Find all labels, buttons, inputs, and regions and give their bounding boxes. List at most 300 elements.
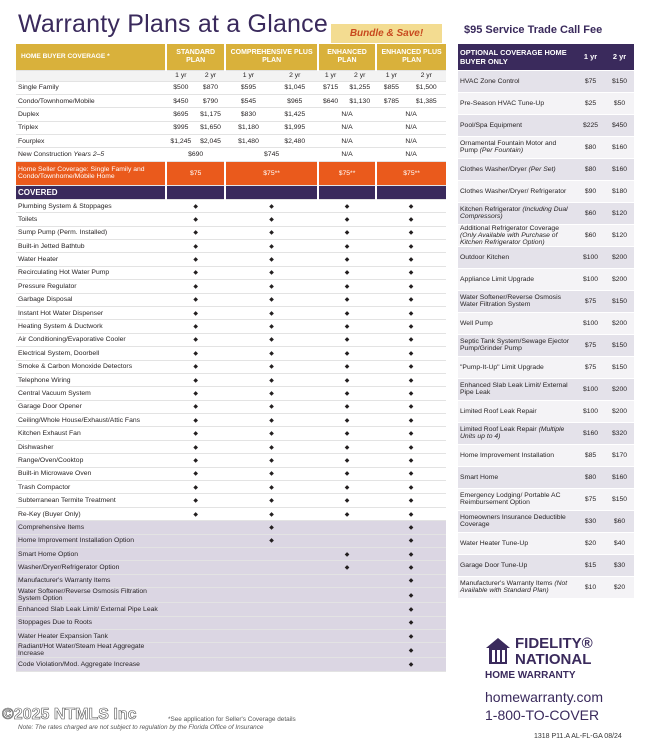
price-1yr: $75 xyxy=(576,70,605,92)
covered-diamond-icon: ◆ xyxy=(225,427,318,440)
optional-item: HVAC Zone Control xyxy=(458,70,576,92)
covered-item: Enhanced Slab Leak Limit/ External Pipe Leak xyxy=(16,603,166,616)
covered-diamond-icon: ◆ xyxy=(376,440,446,453)
covered-item: Instant Hot Water Dispenser xyxy=(16,306,166,319)
covered-diamond-icon: ◆ xyxy=(376,467,446,480)
not-covered-cell xyxy=(166,658,225,671)
covered-item: Stoppages Due to Roots xyxy=(16,616,166,629)
not-covered-cell xyxy=(225,574,318,587)
covered-diamond-icon: ◆ xyxy=(225,253,318,266)
price-cell: $1,995 xyxy=(272,121,318,134)
optional-item: Limited Roof Leak Repair xyxy=(458,400,576,422)
price-1yr: $160 xyxy=(576,422,605,444)
price-cell: $785 xyxy=(376,94,406,107)
footnote-seller: *See application for Seller's Coverage details xyxy=(168,716,296,723)
dwelling-type: Fourplex xyxy=(16,135,166,148)
covered-item: Garage Door Opener xyxy=(16,400,166,413)
covered-diamond-icon: ◆ xyxy=(376,226,446,239)
not-covered-cell xyxy=(225,643,318,658)
price-cell: $965 xyxy=(272,94,318,107)
not-covered-cell xyxy=(318,534,376,547)
covered-diamond-icon: ◆ xyxy=(318,400,376,413)
seller-price: $75** xyxy=(225,161,318,185)
dwelling-type: Condo/Townhome/Mobile xyxy=(16,94,166,107)
covered-diamond-icon: ◆ xyxy=(166,507,225,520)
optional-item: Garage Door Tune-Up xyxy=(458,554,576,576)
optional-item: Pool/Spa Equipment xyxy=(458,114,576,136)
buyer-coverage-header: HOME BUYER COVERAGE * xyxy=(16,44,166,70)
covered-diamond-icon: ◆ xyxy=(318,293,376,306)
covered-diamond-icon: ◆ xyxy=(225,494,318,507)
covered-diamond-icon: ◆ xyxy=(376,400,446,413)
price-cell: $640 xyxy=(318,94,343,107)
covered-diamond-icon: ◆ xyxy=(225,347,318,360)
price-cell: $1,180 xyxy=(225,121,271,134)
covered-item: Smoke & Carbon Monoxide Detectors xyxy=(16,360,166,373)
not-covered-cell xyxy=(318,521,376,534)
not-covered-cell xyxy=(166,616,225,629)
covered-diamond-icon: ◆ xyxy=(376,507,446,520)
optional-item: Manufacturer's Warranty Items (Not Available with Standard Plan) xyxy=(458,576,576,598)
covered-diamond-icon: ◆ xyxy=(225,306,318,319)
price-cell: $1,650 xyxy=(196,121,226,134)
optional-item: Additional Refrigerator Coverage (Only Available with Purchase of Kitchen Refrigerator Option) xyxy=(458,224,576,246)
covered-diamond-icon: ◆ xyxy=(318,414,376,427)
price-cell: N/A xyxy=(318,108,376,121)
phone-number: 1-800-TO-COVER xyxy=(485,707,600,723)
covered-diamond-icon: ◆ xyxy=(225,360,318,373)
seller-price: $75** xyxy=(376,161,446,185)
covered-diamond-icon: ◆ xyxy=(225,507,318,520)
covered-diamond-icon: ◆ xyxy=(166,494,225,507)
covered-item: Central Vacuum System xyxy=(16,387,166,400)
price-cell: $1,175 xyxy=(196,108,226,121)
term-1yr: 1 yr xyxy=(318,70,343,81)
covered-diamond-icon: ◆ xyxy=(318,387,376,400)
price-2yr: $320 xyxy=(605,422,634,444)
price-cell: $1,425 xyxy=(272,108,318,121)
logo-line-1: FIDELITY® xyxy=(515,635,593,652)
price-2yr: $20 xyxy=(605,576,634,598)
covered-diamond-icon: ◆ xyxy=(376,360,446,373)
optional-coverage-header: OPTIONAL COVERAGE HOME BUYER ONLY xyxy=(458,44,576,70)
not-covered-cell xyxy=(318,603,376,616)
covered-diamond-icon: ◆ xyxy=(376,603,446,616)
covered-diamond-icon: ◆ xyxy=(225,333,318,346)
covered-diamond-icon: ◆ xyxy=(166,333,225,346)
covered-diamond-icon: ◆ xyxy=(318,427,376,440)
covered-diamond-icon: ◆ xyxy=(225,373,318,386)
term-1yr: 1 yr xyxy=(166,70,196,81)
price-cell: $690 xyxy=(166,148,225,161)
covered-item: Washer/Dryer/Refrigerator Option xyxy=(16,561,166,574)
covered-diamond-icon: ◆ xyxy=(225,293,318,306)
price-cell: $545 xyxy=(225,94,271,107)
price-2yr: $30 xyxy=(605,554,634,576)
not-covered-cell xyxy=(318,616,376,629)
optional-item: Home Improvement Installation xyxy=(458,444,576,466)
covered-diamond-icon: ◆ xyxy=(225,400,318,413)
covered-diamond-icon: ◆ xyxy=(166,347,225,360)
price-cell: $2,480 xyxy=(272,135,318,148)
covered-diamond-icon: ◆ xyxy=(166,306,225,319)
price-1yr: $85 xyxy=(576,444,605,466)
price-1yr: $75 xyxy=(576,290,605,312)
price-cell: $1,255 xyxy=(343,81,376,94)
covered-diamond-icon: ◆ xyxy=(376,253,446,266)
covered-diamond-icon: ◆ xyxy=(166,387,225,400)
optional-coverage-table xyxy=(458,44,634,599)
price-1yr: $10 xyxy=(576,576,605,598)
covered-diamond-icon: ◆ xyxy=(225,534,318,547)
optional-item: Kitchen Refrigerator (Including Dual Compressors) xyxy=(458,202,576,224)
price-1yr: $75 xyxy=(576,356,605,378)
term-2yr: 2 yr xyxy=(196,70,226,81)
covered-diamond-icon: ◆ xyxy=(376,454,446,467)
not-covered-cell xyxy=(318,588,376,603)
price-1yr: $75 xyxy=(576,334,605,356)
price-cell: $1,385 xyxy=(407,94,446,107)
price-2yr: $160 xyxy=(605,136,634,158)
term-2yr: 2 yr xyxy=(272,70,318,81)
optional-item: Emergency Lodging/ Portable AC Reimbursement Option xyxy=(458,488,576,510)
price-cell: N/A xyxy=(318,148,376,161)
house-icon xyxy=(485,636,511,666)
not-covered-cell xyxy=(166,548,225,561)
covered-diamond-icon: ◆ xyxy=(166,266,225,279)
covered-diamond-icon: ◆ xyxy=(318,213,376,226)
plan-standard: STANDARD PLAN xyxy=(166,44,225,70)
covered-diamond-icon: ◆ xyxy=(318,199,376,212)
optional-item: Pre-Season HVAC Tune-Up xyxy=(458,92,576,114)
price-2yr: $150 xyxy=(605,290,634,312)
term-1yr: 1 yr xyxy=(225,70,271,81)
form-code: 1318 P11.A AL-FL-GA 08/24 xyxy=(534,733,622,740)
covered-diamond-icon: ◆ xyxy=(166,280,225,293)
covered-diamond-icon: ◆ xyxy=(166,293,225,306)
price-cell: $715 xyxy=(318,81,343,94)
covered-diamond-icon: ◆ xyxy=(225,454,318,467)
price-cell: N/A xyxy=(376,108,446,121)
price-1yr: $100 xyxy=(576,246,605,268)
covered-item: Code Violation/Mod. Aggregate Increase xyxy=(16,658,166,671)
price-cell: $745 xyxy=(225,148,318,161)
seller-price: $75 xyxy=(166,161,225,185)
covered-diamond-icon: ◆ xyxy=(376,427,446,440)
price-1yr: $75 xyxy=(576,488,605,510)
covered-diamond-icon: ◆ xyxy=(166,240,225,253)
page-title: Warranty Plans at a Glance xyxy=(18,10,328,38)
buyer-coverage-table xyxy=(16,44,446,672)
covered-diamond-icon: ◆ xyxy=(166,226,225,239)
covered-diamond-icon: ◆ xyxy=(376,347,446,360)
price-2yr: $60 xyxy=(605,510,634,532)
covered-diamond-icon: ◆ xyxy=(225,467,318,480)
not-covered-cell xyxy=(225,548,318,561)
covered-diamond-icon: ◆ xyxy=(166,440,225,453)
price-cell: $695 xyxy=(166,108,196,121)
price-cell: $1,130 xyxy=(343,94,376,107)
not-covered-cell xyxy=(318,574,376,587)
price-1yr: $100 xyxy=(576,268,605,290)
not-covered-cell xyxy=(225,588,318,603)
covered-diamond-icon: ◆ xyxy=(376,574,446,587)
covered-diamond-icon: ◆ xyxy=(376,494,446,507)
optional-item: "Pump-It-Up" Limit Upgrade xyxy=(458,356,576,378)
covered-diamond-icon: ◆ xyxy=(318,440,376,453)
covered-diamond-icon: ◆ xyxy=(225,440,318,453)
covered-item: Electrical System, Doorbell xyxy=(16,347,166,360)
not-covered-cell xyxy=(225,616,318,629)
covered-item: Heating System & Ductwork xyxy=(16,320,166,333)
covered-diamond-icon: ◆ xyxy=(166,320,225,333)
price-1yr: $100 xyxy=(576,312,605,334)
covered-item: Water Heater Expansion Tank xyxy=(16,629,166,642)
optional-item: Water Softener/Reverse Osmosis Water Filtration System xyxy=(458,290,576,312)
covered-diamond-icon: ◆ xyxy=(376,643,446,658)
term-2yr: 2 yr xyxy=(407,70,446,81)
covered-diamond-icon: ◆ xyxy=(376,414,446,427)
price-2yr: $120 xyxy=(605,202,634,224)
covered-diamond-icon: ◆ xyxy=(318,548,376,561)
covered-diamond-icon: ◆ xyxy=(376,616,446,629)
optional-item: Appliance Limit Upgrade xyxy=(458,268,576,290)
covered-diamond-icon: ◆ xyxy=(318,226,376,239)
not-covered-cell xyxy=(225,603,318,616)
covered-diamond-icon: ◆ xyxy=(318,360,376,373)
covered-diamond-icon: ◆ xyxy=(225,240,318,253)
price-2yr: $200 xyxy=(605,378,634,400)
covered-diamond-icon: ◆ xyxy=(225,387,318,400)
price-2yr: $160 xyxy=(605,466,634,488)
covered-diamond-icon: ◆ xyxy=(166,427,225,440)
covered-item: Trash Compactor xyxy=(16,481,166,494)
price-cell: N/A xyxy=(318,121,376,134)
watermark: ©2025 NTMLS Inc xyxy=(2,706,137,723)
optional-item: Homeowners Insurance Deductible Coverage xyxy=(458,510,576,532)
optional-item: Well Pump xyxy=(458,312,576,334)
seller-coverage-label: Home Seller Coverage: Single Family and Condo/Townhome/Mobile Home xyxy=(16,161,166,185)
covered-item: Subterranean Termite Treatment xyxy=(16,494,166,507)
price-2yr: $150 xyxy=(605,70,634,92)
covered-diamond-icon: ◆ xyxy=(376,373,446,386)
covered-item: Built-in Jetted Bathtub xyxy=(16,240,166,253)
price-cell: $870 xyxy=(196,81,226,94)
price-2yr: $200 xyxy=(605,246,634,268)
price-1yr: $15 xyxy=(576,554,605,576)
not-covered-cell xyxy=(166,521,225,534)
covered-header: COVERED xyxy=(16,185,166,199)
covered-diamond-icon: ◆ xyxy=(376,629,446,642)
price-1yr: $225 xyxy=(576,114,605,136)
covered-diamond-icon: ◆ xyxy=(225,226,318,239)
optional-item: Ornamental Fountain Motor and Pump (Per Fountain) xyxy=(458,136,576,158)
price-2yr: $150 xyxy=(605,334,634,356)
price-2yr: $170 xyxy=(605,444,634,466)
service-fee: $95 Service Trade Call Fee xyxy=(464,24,603,36)
optional-item: Clothes Washer/Dryer (Per Set) xyxy=(458,158,576,180)
price-2yr: $200 xyxy=(605,268,634,290)
covered-diamond-icon: ◆ xyxy=(225,266,318,279)
covered-diamond-icon: ◆ xyxy=(318,347,376,360)
price-cell: N/A xyxy=(376,135,446,148)
price-cell: $450 xyxy=(166,94,196,107)
optional-item: Smart Home xyxy=(458,466,576,488)
term-1yr: 1 yr xyxy=(576,44,605,70)
covered-diamond-icon: ◆ xyxy=(318,373,376,386)
dwelling-type: Single Family xyxy=(16,81,166,94)
price-cell: $595 xyxy=(225,81,271,94)
covered-item: Comprehensive Items xyxy=(16,521,166,534)
covered-item: Dishwasher xyxy=(16,440,166,453)
not-covered-cell xyxy=(225,658,318,671)
covered-diamond-icon: ◆ xyxy=(318,306,376,319)
price-1yr: $30 xyxy=(576,510,605,532)
price-2yr: $200 xyxy=(605,400,634,422)
covered-diamond-icon: ◆ xyxy=(318,467,376,480)
price-cell: $1,045 xyxy=(272,81,318,94)
covered-diamond-icon: ◆ xyxy=(225,199,318,212)
covered-item: Home Improvement Installation Option xyxy=(16,534,166,547)
price-1yr: $100 xyxy=(576,378,605,400)
covered-diamond-icon: ◆ xyxy=(376,481,446,494)
covered-diamond-icon: ◆ xyxy=(376,588,446,603)
not-covered-cell xyxy=(166,603,225,616)
covered-diamond-icon: ◆ xyxy=(318,320,376,333)
covered-item: Telephone Wiring xyxy=(16,373,166,386)
covered-diamond-icon: ◆ xyxy=(376,561,446,574)
covered-item: Sump Pump (Perm. Installed) xyxy=(16,226,166,239)
covered-diamond-icon: ◆ xyxy=(225,481,318,494)
covered-diamond-icon: ◆ xyxy=(166,213,225,226)
covered-diamond-icon: ◆ xyxy=(376,548,446,561)
not-covered-cell xyxy=(166,561,225,574)
not-covered-cell xyxy=(166,588,225,603)
term-2yr: 2 yr xyxy=(343,70,376,81)
not-covered-cell xyxy=(166,629,225,642)
covered-diamond-icon: ◆ xyxy=(376,521,446,534)
covered-item: Kitchen Exhaust Fan xyxy=(16,427,166,440)
not-covered-cell xyxy=(318,643,376,658)
price-cell: $1,245 xyxy=(166,135,196,148)
covered-item: Manufacturer's Warranty Items xyxy=(16,574,166,587)
covered-item: Range/Oven/Cooktop xyxy=(16,454,166,467)
covered-diamond-icon: ◆ xyxy=(166,414,225,427)
company-logo xyxy=(485,636,635,723)
footnote-regulation: Note: The rates charged are not subject to regulation by the Florida Office of Insurance xyxy=(18,724,264,731)
price-1yr: $20 xyxy=(576,532,605,554)
logo-line-3: HOME WARRANTY xyxy=(485,670,576,681)
term-1yr: 1 yr xyxy=(376,70,406,81)
covered-diamond-icon: ◆ xyxy=(318,494,376,507)
covered-diamond-icon: ◆ xyxy=(166,400,225,413)
covered-diamond-icon: ◆ xyxy=(376,534,446,547)
price-1yr: $100 xyxy=(576,400,605,422)
dwelling-type: Triplex xyxy=(16,121,166,134)
not-covered-cell xyxy=(166,534,225,547)
covered-diamond-icon: ◆ xyxy=(318,454,376,467)
optional-item: Enhanced Slab Leak Limit/ External Pipe Leak xyxy=(458,378,576,400)
bundle-badge: Bundle & Save! xyxy=(331,24,442,43)
covered-diamond-icon: ◆ xyxy=(166,253,225,266)
covered-diamond-icon: ◆ xyxy=(166,373,225,386)
covered-diamond-icon: ◆ xyxy=(318,333,376,346)
covered-diamond-icon: ◆ xyxy=(166,481,225,494)
price-cell: $1,480 xyxy=(225,135,271,148)
price-cell: N/A xyxy=(376,148,446,161)
price-2yr: $150 xyxy=(605,356,634,378)
covered-diamond-icon: ◆ xyxy=(318,253,376,266)
covered-item: Plumbing System & Stoppages xyxy=(16,199,166,212)
price-2yr: $150 xyxy=(605,488,634,510)
optional-item: Water Heater Tune-Up xyxy=(458,532,576,554)
covered-item: Water Softener/Reverse Osmosis Filtration System Option xyxy=(16,588,166,603)
not-covered-cell xyxy=(318,629,376,642)
covered-diamond-icon: ◆ xyxy=(225,213,318,226)
price-1yr: $60 xyxy=(576,202,605,224)
price-1yr: $80 xyxy=(576,466,605,488)
covered-diamond-icon: ◆ xyxy=(318,481,376,494)
website: homewarranty.com xyxy=(485,689,604,705)
covered-item: Built-in Microwave Oven xyxy=(16,467,166,480)
covered-diamond-icon: ◆ xyxy=(376,293,446,306)
covered-item: Water Heater xyxy=(16,253,166,266)
covered-diamond-icon: ◆ xyxy=(376,199,446,212)
covered-item: Pressure Regulator xyxy=(16,280,166,293)
price-cell: N/A xyxy=(376,121,446,134)
optional-item: Septic Tank System/Sewage Ejector Pump/Grinder Pump xyxy=(458,334,576,356)
covered-diamond-icon: ◆ xyxy=(376,280,446,293)
covered-item: Toilets xyxy=(16,213,166,226)
price-1yr: $80 xyxy=(576,158,605,180)
covered-diamond-icon: ◆ xyxy=(166,467,225,480)
logo-line-2: NATIONAL xyxy=(515,651,592,668)
term-2yr: 2 yr xyxy=(605,44,634,70)
price-cell: $830 xyxy=(225,108,271,121)
covered-diamond-icon: ◆ xyxy=(166,454,225,467)
covered-diamond-icon: ◆ xyxy=(376,658,446,671)
covered-diamond-icon: ◆ xyxy=(225,280,318,293)
covered-diamond-icon: ◆ xyxy=(166,360,225,373)
price-1yr: $80 xyxy=(576,136,605,158)
covered-item: Ceiling/Whole House/Exhaust/Attic Fans xyxy=(16,414,166,427)
price-cell: $1,500 xyxy=(407,81,446,94)
plan-enhanced: ENHANCED PLAN xyxy=(318,44,376,70)
optional-item: Outdoor Kitchen xyxy=(458,246,576,268)
price-1yr: $90 xyxy=(576,180,605,202)
optional-item: Clothes Washer/Dryer/ Refrigerator xyxy=(458,180,576,202)
price-2yr: $450 xyxy=(605,114,634,136)
covered-item: Garbage Disposal xyxy=(16,293,166,306)
not-covered-cell xyxy=(225,561,318,574)
covered-diamond-icon: ◆ xyxy=(376,306,446,319)
price-cell: $855 xyxy=(376,81,406,94)
price-cell: $500 xyxy=(166,81,196,94)
not-covered-cell xyxy=(166,574,225,587)
seller-price: $75** xyxy=(318,161,376,185)
covered-diamond-icon: ◆ xyxy=(376,320,446,333)
price-2yr: $180 xyxy=(605,180,634,202)
price-cell: $2,045 xyxy=(196,135,226,148)
covered-item: Recirculating Hot Water Pump xyxy=(16,266,166,279)
covered-diamond-icon: ◆ xyxy=(376,333,446,346)
price-2yr: $160 xyxy=(605,158,634,180)
covered-item: Radiant/Hot Water/Steam Heat Aggregate Increase xyxy=(16,643,166,658)
covered-diamond-icon: ◆ xyxy=(225,414,318,427)
not-covered-cell xyxy=(318,658,376,671)
covered-diamond-icon: ◆ xyxy=(225,521,318,534)
covered-item: Smart Home Option xyxy=(16,548,166,561)
